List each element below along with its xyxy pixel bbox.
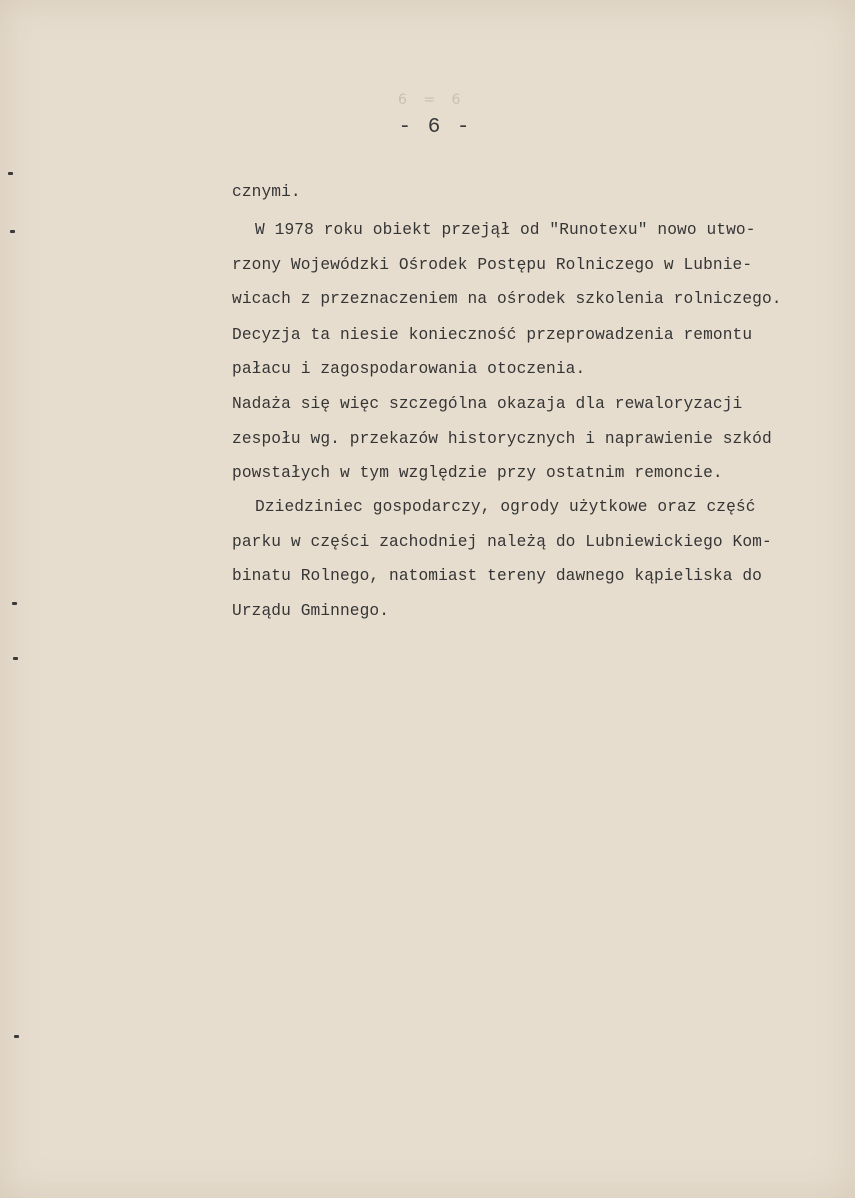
text-line: pałacu i zagospodarowania otoczenia.	[232, 360, 586, 378]
text-line: Nadaża się więc szczególna okazaja dla rewaloryzacji	[232, 395, 743, 413]
text-line: parku w części zachodniej należą do Lubniewickiego Kom-	[232, 533, 772, 551]
text-line: W 1978 roku obiekt przejął od "Runotexu" nowo utwo-	[255, 221, 756, 239]
text-line: wicach z przeznaczeniem na ośrodek szkolenia rolniczego.	[232, 290, 782, 308]
edge-mark	[10, 230, 15, 233]
edge-mark	[13, 657, 18, 660]
text-line: zespołu wg. przekazów historycznych i naprawienie szkód	[232, 430, 772, 448]
text-line: Urządu Gminnego.	[232, 602, 390, 620]
text-line: Dziedziniec gospodarczy, ogrody użytkowe oraz część	[255, 498, 756, 516]
edge-mark	[14, 1035, 19, 1038]
text-line: cznymi.	[232, 183, 301, 201]
edge-mark	[12, 602, 17, 605]
text-line: binatu Rolnego, natomiast tereny dawnego kąpieliska do	[232, 567, 762, 585]
text-line: Decyzja ta niesie konieczność przeprowadzenia remontu	[232, 326, 753, 344]
edge-mark	[8, 172, 13, 175]
page-number: - 6 -	[398, 116, 472, 139]
text-line: rzony Wojewódzki Ośrodek Postępu Rolniczego w Lubnie-	[232, 256, 753, 274]
pencil-page-mark: 6 = 6	[398, 92, 467, 108]
text-line: powstałych w tym względzie przy ostatnim remoncie.	[232, 464, 723, 482]
